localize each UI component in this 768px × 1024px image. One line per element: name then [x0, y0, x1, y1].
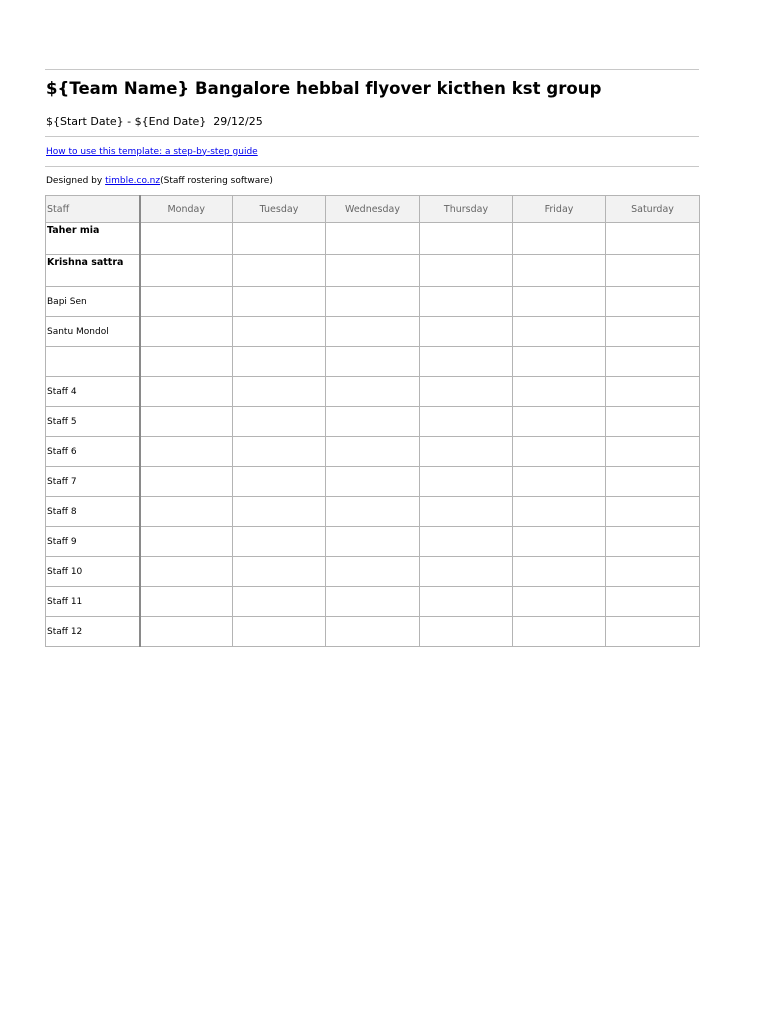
timble-link[interactable]: timble.co.nz	[105, 176, 161, 186]
shift-cell-tuesday[interactable]	[233, 617, 326, 647]
shift-cell-monday[interactable]	[140, 527, 233, 557]
shift-cell-friday[interactable]	[513, 287, 606, 317]
designed-by-prefix: Designed by	[46, 176, 106, 186]
shift-cell-friday[interactable]	[513, 497, 606, 527]
shift-cell-tuesday[interactable]	[233, 467, 326, 497]
shift-cell-wednesday[interactable]	[326, 617, 420, 647]
shift-cell-tuesday[interactable]	[233, 587, 326, 617]
shift-cell-monday[interactable]	[140, 497, 233, 527]
column-header-friday: Friday	[513, 196, 606, 223]
shift-cell-saturday[interactable]	[606, 377, 700, 407]
shift-cell-saturday[interactable]	[606, 317, 700, 347]
shift-cell-wednesday[interactable]	[326, 347, 420, 377]
designed-by-row	[45, 167, 699, 195]
table-row	[46, 347, 700, 377]
shift-cell-thursday[interactable]	[420, 407, 513, 437]
table-row	[46, 527, 700, 557]
shift-cell-wednesday[interactable]	[326, 587, 420, 617]
shift-cell-friday[interactable]	[513, 557, 606, 587]
staff-name-cell[interactable]	[46, 347, 140, 377]
column-header-thursday: Thursday	[420, 196, 513, 223]
staff-name-cell[interactable]: Staff 12	[46, 617, 140, 647]
table-row	[46, 617, 700, 647]
shift-cell-thursday[interactable]	[420, 255, 513, 287]
shift-cell-thursday[interactable]	[420, 467, 513, 497]
table-row	[46, 587, 700, 617]
table-row	[46, 467, 700, 497]
table-row	[46, 255, 700, 287]
shift-cell-saturday[interactable]	[606, 437, 700, 467]
table-row	[46, 317, 700, 347]
column-header-saturday: Saturday	[606, 196, 700, 223]
column-header-staff: Staff	[46, 196, 140, 223]
shift-cell-monday[interactable]	[140, 557, 233, 587]
shift-cell-thursday[interactable]	[420, 347, 513, 377]
date-range-row	[45, 106, 699, 136]
shift-cell-wednesday[interactable]	[326, 223, 420, 255]
shift-cell-monday[interactable]	[140, 437, 233, 467]
shift-cell-saturday[interactable]	[606, 347, 700, 377]
roster-table	[45, 195, 700, 647]
shift-cell-monday[interactable]	[140, 377, 233, 407]
shift-cell-thursday[interactable]	[420, 527, 513, 557]
shift-cell-saturday[interactable]	[606, 527, 700, 557]
shift-cell-wednesday[interactable]	[326, 377, 420, 407]
shift-cell-thursday[interactable]	[420, 617, 513, 647]
shift-cell-friday[interactable]	[513, 527, 606, 557]
shift-cell-monday[interactable]	[140, 255, 233, 287]
staff-name-cell[interactable]: Staff 5	[46, 407, 140, 437]
shift-cell-friday[interactable]	[513, 317, 606, 347]
shift-cell-tuesday[interactable]	[233, 497, 326, 527]
table-row	[46, 497, 700, 527]
shift-cell-thursday[interactable]	[420, 287, 513, 317]
shift-cell-monday[interactable]	[140, 407, 233, 437]
staff-name-cell[interactable]: Staff 8	[46, 497, 140, 527]
shift-cell-wednesday[interactable]	[326, 287, 420, 317]
shift-cell-wednesday[interactable]	[326, 557, 420, 587]
roster-sheet	[45, 69, 699, 647]
table-row	[46, 557, 700, 587]
shift-cell-wednesday[interactable]	[326, 407, 420, 437]
shift-cell-thursday[interactable]	[420, 497, 513, 527]
shift-cell-thursday[interactable]	[420, 587, 513, 617]
shift-cell-saturday[interactable]	[606, 587, 700, 617]
shift-cell-friday[interactable]	[513, 617, 606, 647]
shift-cell-tuesday[interactable]	[233, 223, 326, 255]
shift-cell-tuesday[interactable]	[233, 255, 326, 287]
shift-cell-monday[interactable]	[140, 587, 233, 617]
table-row	[46, 407, 700, 437]
table-row	[46, 437, 700, 467]
shift-cell-saturday[interactable]	[606, 223, 700, 255]
shift-cell-tuesday[interactable]	[233, 377, 326, 407]
shift-cell-friday[interactable]	[513, 587, 606, 617]
shift-cell-friday[interactable]	[513, 437, 606, 467]
shift-cell-tuesday[interactable]	[233, 347, 326, 377]
page-title: ${Team Name} Bangalore hebbal flyover kicthen kst group	[46, 78, 602, 98]
shift-cell-saturday[interactable]	[606, 287, 700, 317]
shift-cell-tuesday[interactable]	[233, 437, 326, 467]
shift-cell-monday[interactable]	[140, 287, 233, 317]
staff-name-cell[interactable]: Bapi Sen	[46, 287, 140, 317]
staff-name-cell[interactable]: Taher mia	[46, 223, 140, 255]
staff-name-cell[interactable]: Staff 9	[46, 527, 140, 557]
table-row	[46, 287, 700, 317]
column-header-wednesday: Wednesday	[326, 196, 420, 223]
shift-cell-wednesday[interactable]	[326, 467, 420, 497]
table-header-row	[46, 196, 700, 223]
shift-cell-tuesday[interactable]	[233, 287, 326, 317]
guide-link[interactable]: How to use this template: a step-by-step guide	[46, 146, 258, 157]
shift-cell-wednesday[interactable]	[326, 317, 420, 347]
staff-name-cell[interactable]: Staff 7	[46, 467, 140, 497]
date-range-text: ${Start Date} - ${End Date} 29/12/25	[46, 114, 263, 128]
staff-name-cell[interactable]: Staff 10	[46, 557, 140, 587]
shift-cell-saturday[interactable]	[606, 497, 700, 527]
shift-cell-friday[interactable]	[513, 377, 606, 407]
shift-cell-monday[interactable]	[140, 347, 233, 377]
shift-cell-thursday[interactable]	[420, 557, 513, 587]
shift-cell-friday[interactable]	[513, 255, 606, 287]
shift-cell-monday[interactable]	[140, 467, 233, 497]
shift-cell-wednesday[interactable]	[326, 527, 420, 557]
shift-cell-tuesday[interactable]	[233, 407, 326, 437]
shift-cell-thursday[interactable]	[420, 377, 513, 407]
shift-cell-saturday[interactable]	[606, 255, 700, 287]
column-header-tuesday: Tuesday	[233, 196, 326, 223]
staff-name-cell[interactable]: Staff 11	[46, 587, 140, 617]
shift-cell-wednesday[interactable]	[326, 437, 420, 467]
staff-name-cell[interactable]: Staff 6	[46, 437, 140, 467]
shift-cell-friday[interactable]	[513, 347, 606, 377]
shift-cell-thursday[interactable]	[420, 317, 513, 347]
title-row	[45, 70, 699, 106]
guide-row	[45, 137, 699, 166]
shift-cell-monday[interactable]	[140, 317, 233, 347]
shift-cell-saturday[interactable]	[606, 467, 700, 497]
staff-name-cell[interactable]: Krishna sattra	[46, 255, 140, 287]
shift-cell-friday[interactable]	[513, 223, 606, 255]
shift-cell-tuesday[interactable]	[233, 527, 326, 557]
shift-cell-friday[interactable]	[513, 467, 606, 497]
staff-name-cell[interactable]: Santu Mondol	[46, 317, 140, 347]
shift-cell-saturday[interactable]	[606, 617, 700, 647]
shift-cell-saturday[interactable]	[606, 407, 700, 437]
shift-cell-wednesday[interactable]	[326, 497, 420, 527]
table-row	[46, 377, 700, 407]
designed-by-suffix: (Staff rostering software)	[160, 176, 273, 186]
column-header-monday: Monday	[140, 196, 233, 223]
shift-cell-tuesday[interactable]	[233, 557, 326, 587]
shift-cell-wednesday[interactable]	[326, 255, 420, 287]
shift-cell-monday[interactable]	[140, 223, 233, 255]
shift-cell-thursday[interactable]	[420, 223, 513, 255]
shift-cell-thursday[interactable]	[420, 437, 513, 467]
staff-name-cell[interactable]: Staff 4	[46, 377, 140, 407]
shift-cell-monday[interactable]	[140, 617, 233, 647]
table-row	[46, 223, 700, 255]
shift-cell-saturday[interactable]	[606, 557, 700, 587]
shift-cell-friday[interactable]	[513, 407, 606, 437]
shift-cell-tuesday[interactable]	[233, 317, 326, 347]
